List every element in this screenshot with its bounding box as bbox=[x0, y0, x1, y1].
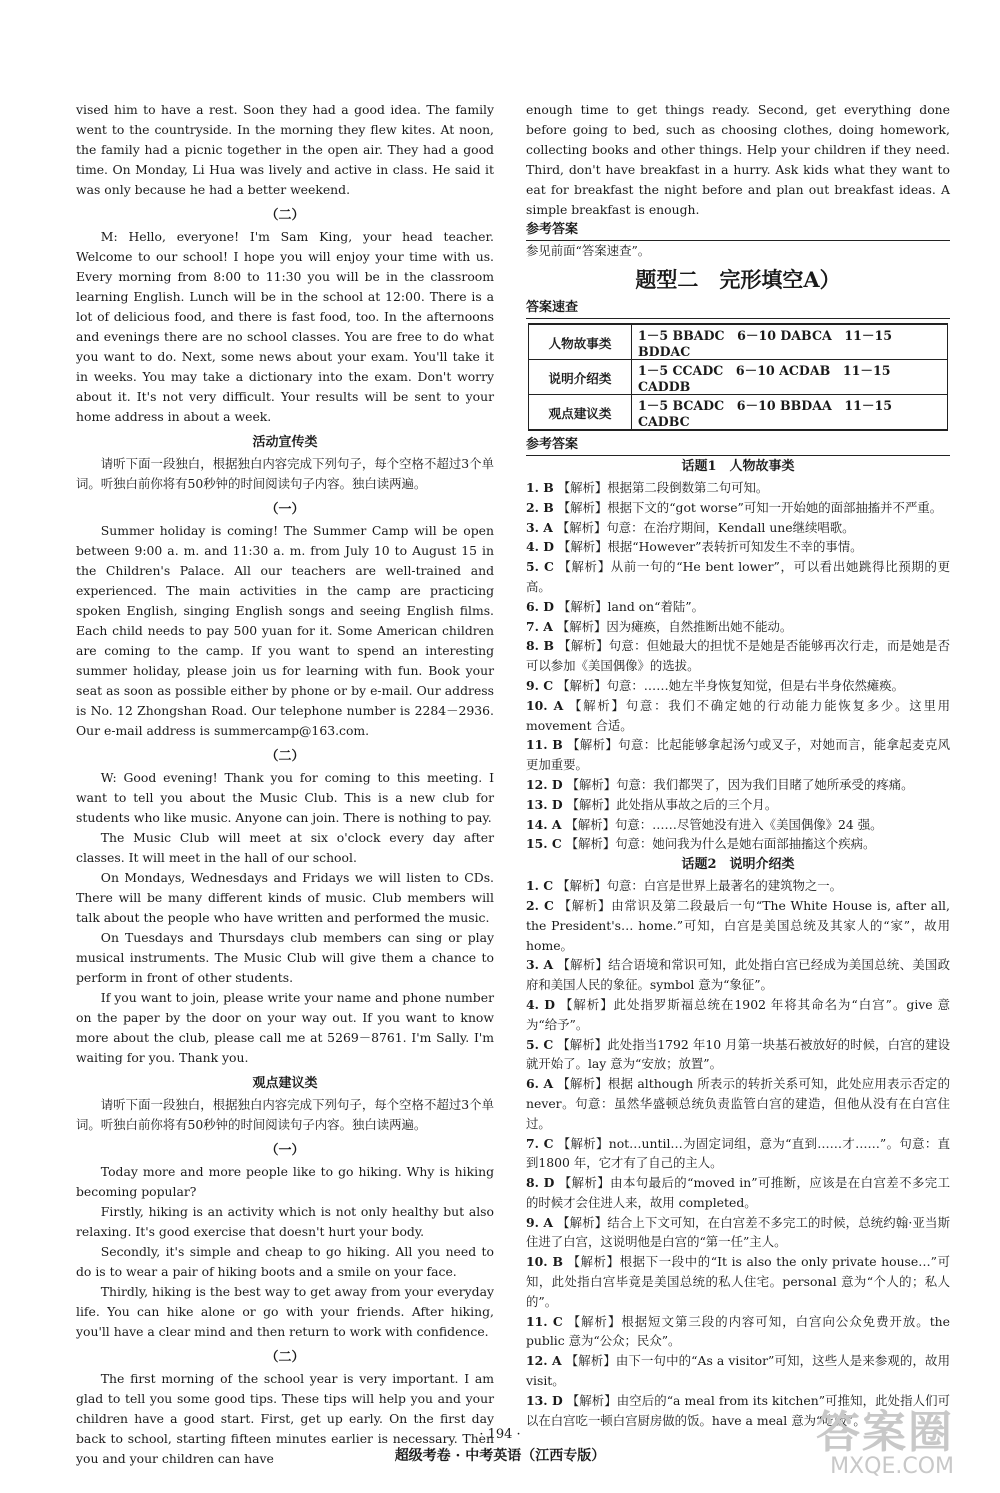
instruction: 请听下面一段独白，根据独白内容完成下列句子，每个空格不超过3个单词。听独白前你将有50秒钟的时间阅读句子内容。独白读两遍。 bbox=[76, 1097, 494, 1132]
quick-answers-label: 答案速查 bbox=[526, 298, 950, 319]
answer-explanation: 【解析】句意：在治疗期间，Kendall une继续唱歌。 bbox=[556, 519, 855, 535]
answer-number: 5. C bbox=[526, 559, 554, 575]
answer-explanation: 【解析】根据“However”表转折可知发生不幸的事情。 bbox=[557, 539, 863, 555]
section-title: 题型二 完形填空A） bbox=[635, 267, 841, 292]
reference-answer-label: 参考答案 bbox=[526, 220, 950, 241]
answer-item bbox=[526, 1134, 950, 1174]
answer-number: 10. B bbox=[526, 1254, 563, 1270]
answer-item bbox=[526, 1312, 950, 1352]
answer-explanation: 【解析】根据第二段倒数第二句可知。 bbox=[557, 480, 769, 495]
answer-number: 4. D bbox=[526, 539, 554, 555]
answer-item bbox=[526, 537, 950, 557]
answer-explanation: 【解析】根据短文第三段的内容可知，白宫向公众免费开放。the public 意为“公众；民众”。 bbox=[526, 1313, 950, 1349]
answer-explanation: 【解析】句意：白宫是世界上最著名的建筑物之一。 bbox=[557, 878, 843, 894]
answer-item bbox=[526, 876, 950, 896]
answer-number: 7. A bbox=[526, 618, 553, 634]
answer-number: 1. C bbox=[526, 878, 554, 894]
answer-explanation: 【解析】结合上下文可知，在白宫差不多完工的时候，总统约翰·亚当斯住进了白宫，这说明他是白宫的“第一任”主人。 bbox=[526, 1214, 950, 1250]
answer-item bbox=[526, 1252, 950, 1311]
answer-explanation: 【解析】此处指从事故之后的三个月。 bbox=[566, 796, 778, 812]
right-column bbox=[526, 100, 950, 1430]
paragraph: Summer holiday is coming! The Summer Camp will be open between 9:00 a. m. and 11:30 a. m. from July 10 to August 15 in the Children's Palace. All our teachers are well-trained and experienced. The main activities in the camp are practicing spoken English, singing English songs and seeing English films. Each child needs to pay 500 yuan for it. Some American children are coming to the camp. If you want to spend an interesting summer holiday, please join us for learning with fun. Book your seat as soon as possible either by phone or by e-mail. Our address is No. 12 Zhongshan Road. Our telephone number is 2284－2936. Our e-mail address is summercamp@163.com. bbox=[76, 523, 494, 738]
answer-item bbox=[526, 518, 950, 538]
answer-item bbox=[526, 696, 950, 736]
answer-number: 10. A bbox=[526, 697, 564, 713]
answer-number: 3. A bbox=[526, 519, 553, 535]
section-heading: （一） bbox=[265, 1143, 305, 1158]
answer-number: 9. A bbox=[526, 1214, 554, 1230]
table-cell-answers: 1－5 CCADC 6－10 ACDAB 11－15 CADDB bbox=[632, 360, 948, 395]
topic-heading: 话题2 说明介绍类 bbox=[681, 857, 795, 873]
answer-item bbox=[526, 636, 950, 676]
answer-explanation: 【解析】由本句最后的“moved in”可推断，应该是在白宫差不多完工的时候才会住进人来，故用 completed。 bbox=[526, 1175, 950, 1210]
answer-explanation: 【解析】由空后的“a meal from its kitchen”可推知，此处指人们可以在白宫吃一顿白宫厨房做的饭。have a meal 意为“吃饭”。 bbox=[526, 1392, 950, 1428]
answer-number: 14. A bbox=[526, 816, 562, 832]
answer-item bbox=[526, 1035, 950, 1075]
paragraph: Secondly, it's simple and cheap to go hiking. All you need to do is to wear a pair of hiking boots and a smile on your face. bbox=[76, 1244, 494, 1279]
answer-explanation: 【解析】句意：但她最大的担忧不是她是否能够再次行走，而是她是否可以参加《美国偶像》的选拔。 bbox=[526, 638, 950, 674]
answer-explanation: 【解析】句意：我们不确定她的行动能力能恢复多少。这里用movement 合适。 bbox=[526, 697, 951, 733]
watermark-sub: MXQE.COM bbox=[830, 1454, 954, 1479]
watermark-main: 答案圈 bbox=[816, 1407, 954, 1458]
answer-item bbox=[526, 775, 950, 795]
section-heading: 观点建议类 bbox=[252, 1076, 318, 1091]
paragraph: Today more and more people like to go hiking. Why is hiking becoming popular? bbox=[76, 1164, 494, 1199]
table-row bbox=[529, 360, 948, 395]
answer-item bbox=[526, 557, 950, 597]
paragraph: W: Good evening! Thank you for coming to this meeting. I want to tell you about the Music Club. This is a new club for students who like music. Anyone can join. There is nothing to pay. bbox=[76, 770, 494, 825]
answer-number: 6. A bbox=[526, 1076, 554, 1092]
answer-item bbox=[526, 955, 950, 995]
paragraph: Firstly, hiking is an activity which is not only healthy but also relaxing. It's good exercise that doesn't hurt your body. bbox=[76, 1204, 494, 1239]
answer-item bbox=[526, 1213, 950, 1253]
answer-explanation: 【解析】根据下一段中的“It is also the only private house…”可知，此处指白宫毕竟是美国总统的私人住宅。personal 意为“个人的；私人的”。 bbox=[526, 1254, 950, 1309]
answer-explanation: 【解析】结合语境和常识可知，此处指白宫已经成为美国总统、美国政府和美国人民的象征。symbol 意为“象征”。 bbox=[526, 957, 950, 993]
answer-item bbox=[526, 1074, 950, 1133]
answer-item bbox=[526, 478, 950, 498]
paragraph: M: Hello, everyone! I'm Sam King, your head teacher. Welcome to our school! I hope you will enjoy your time with us. Every morning from 8:00 to 11:30 you will be in the classroom learning English. Lunch will be in the school at 12:00. There is a lot of delicious food, and there is fast food, too. In the afternoons and evenings there are no school classes. You are free to do what you want to do. Next, some news about your exam. You'll take it in weeks. You may take a dictionary into the exam. Don't worry about it. It's not very difficult. Your results will be sent to your home address in about a week. bbox=[76, 229, 494, 424]
answer-number: 9. C bbox=[526, 677, 554, 693]
paragraph: vised him to have a rest. Soon they had a good idea. The family went to the countryside. In the morning they flew kites. At noon, the family had a picnic together in the open air. They had a good time. On Monday, Li Hua was lively and active in class. He said it was only because he had a better weekend. bbox=[76, 102, 494, 197]
answer-number: 4. D bbox=[526, 996, 556, 1012]
reference-answer-text: 参见前面“答案速查”。 bbox=[526, 243, 651, 258]
answer-number: 12. A bbox=[526, 1353, 562, 1369]
answer-explanation: 【解析】句意：……尽管她没有进入《美国偶像》24 强。 bbox=[565, 816, 883, 832]
book-title: 超级考卷 · 中考英语（江西专版） bbox=[394, 1448, 606, 1464]
watermark-logo bbox=[816, 1407, 954, 1479]
section-heading: （一） bbox=[265, 502, 305, 517]
answer-key-table bbox=[528, 323, 948, 431]
answer-number: 2. B bbox=[526, 499, 554, 515]
answer-number: 1. B bbox=[526, 480, 554, 495]
table-cell-answers: 1－5 BBADC 6－10 DABCA 11－15 BDDAC bbox=[632, 324, 948, 360]
answer-explanation: 【解析】此处指当1792 年10 月第一块基石被放好的时候，白宫的建设就开始了。lay 意为“安放；放置”。 bbox=[526, 1036, 950, 1072]
answer-item bbox=[526, 498, 950, 518]
answer-item bbox=[526, 597, 950, 617]
answer-item bbox=[526, 815, 950, 835]
answer-explanation: 【解析】由常识及第二段最后一句“The White House is, after all, the President's… home.”可知，白宫是美国总统及其家人的“家”，故用 home。 bbox=[526, 897, 950, 953]
paragraph: enough time to get things ready. Second, get everything done before going to bed, such as choosing clothes, doing homework, collecting books and other things. Help your children if they need. Third, don't have breakfast in a hurry. Ask kids what they want to eat for breakfast the night before and plan out breakfast ideas. A simple breakfast is enough. bbox=[526, 102, 950, 217]
answer-number: 3. A bbox=[526, 957, 554, 973]
answer-number: 13. D bbox=[526, 1392, 563, 1408]
section-heading: （二） bbox=[265, 208, 305, 223]
paragraph: On Mondays, Wednesdays and Fridays we will listen to CDs. There will be many different kinds of music. Club members will talk about the people who have written and performed the music. bbox=[76, 870, 494, 925]
answer-item bbox=[526, 617, 950, 637]
answer-number: 7. C bbox=[526, 1135, 554, 1151]
answer-explanation: 【解析】句意：她问我为什么是她右面部抽搐这个疾病。 bbox=[565, 836, 876, 852]
topic-heading: 话题1 人物故事类 bbox=[681, 459, 795, 474]
answer-item bbox=[526, 735, 950, 775]
answer-number: 11. B bbox=[526, 737, 563, 753]
reference-answer-label: 参考答案 bbox=[526, 435, 950, 456]
answer-list bbox=[526, 478, 950, 854]
left-column bbox=[76, 100, 494, 1469]
answer-explanation: 【解析】句意：我们都哭了，因为我们目睹了她所承受的疼痛。 bbox=[566, 776, 914, 792]
answer-explanation: 【解析】not…until…为固定词组，意为“直到……才……”。句意：直到1800 年，它才有了自己的主人。 bbox=[526, 1135, 950, 1171]
answer-item bbox=[526, 995, 950, 1035]
answer-item bbox=[526, 795, 950, 815]
answer-number: 11. C bbox=[526, 1313, 563, 1329]
table-cell-category: 说明介绍类 bbox=[529, 360, 632, 395]
page-number: · 194 · bbox=[479, 1427, 521, 1442]
table-row bbox=[529, 395, 948, 431]
paragraph: The Music Club will meet at six o'clock every day after classes. It will meet in the hall of our school. bbox=[76, 830, 494, 865]
answer-explanation: 【解析】根据 although 所表示的转折关系可知，此处应用表示否定的 never。句意：虽然华盛顿总统负责监管白宫的建造，但他从没有在白宫住过。 bbox=[526, 1076, 950, 1131]
answer-number: 8. B bbox=[526, 638, 554, 654]
answer-number: 5. C bbox=[526, 1036, 554, 1052]
table-cell-category: 观点建议类 bbox=[529, 395, 632, 431]
answer-explanation: 【解析】此处指罗斯福总统在1902 年将其命名为“白宫”。give 意为“给予”。 bbox=[526, 996, 950, 1032]
answer-number: 8. D bbox=[526, 1175, 555, 1191]
answer-number: 12. D bbox=[526, 776, 563, 792]
answer-item bbox=[526, 1351, 950, 1391]
answer-explanation: 【解析】因为瘫痪，自然推断出她不能动。 bbox=[556, 618, 793, 634]
answer-item bbox=[526, 896, 950, 955]
instruction: 请听下面一段独白，根据独白内容完成下列句子，每个空格不超过3个单词。听独白前你将有50秒钟的时间阅读句子内容。独白读两遍。 bbox=[76, 456, 494, 491]
section-heading: （二） bbox=[265, 749, 305, 764]
paragraph: On Tuesdays and Thursdays club members can sing or play musical instruments. The Music Club will give them a chance to perform in front of other students. bbox=[76, 930, 494, 985]
paragraph: Thirdly, hiking is the best way to get away from your everyday life. You can hike alone or go with your friends. After hiking, you'll have a clear mind and then return to work with confidence. bbox=[76, 1284, 494, 1339]
answer-explanation: 【解析】由下一句中的“As a visitor”可知，这些人是来参观的，故用 visit。 bbox=[526, 1353, 950, 1389]
answer-number: 15. C bbox=[526, 836, 562, 852]
answer-explanation: 【解析】根据下文的“got worse”可知一开始她的面部抽搐并不严重。 bbox=[557, 499, 943, 515]
answer-item bbox=[526, 1173, 950, 1213]
section-heading: 活动宣传类 bbox=[252, 435, 318, 450]
paragraph: The first morning of the school year is very important. I am glad to tell you some good tips. These tips will help you and your children have a good start. First, get up early. On the first day back to school, starting fifteen minutes earlier is necessary. Then you and your children can have bbox=[76, 1371, 494, 1466]
paragraph: If you want to join, please write your name and phone number on the paper by the door on your way out. If you want to know more about the club, please call me at 5269－8761. I'm Sally. I'm waiting for you. Thank you. bbox=[76, 990, 494, 1065]
answer-explanation: 【解析】land on“着陆”。 bbox=[557, 598, 704, 614]
answer-number: 13. D bbox=[526, 796, 563, 812]
table-row bbox=[529, 324, 948, 360]
answer-list bbox=[526, 876, 950, 1430]
answer-item bbox=[526, 834, 950, 854]
answer-item bbox=[526, 676, 950, 696]
answer-explanation: 【解析】从前一句的“He bent lower”，可以看出她跳得比预期的更高。 bbox=[526, 559, 950, 594]
answer-number: 2. C bbox=[526, 897, 554, 913]
table-cell-category: 人物故事类 bbox=[529, 324, 632, 360]
answer-number: 6. D bbox=[526, 598, 554, 614]
answer-explanation: 【解析】句意：……她左半身恢复知觉，但是右半身依然瘫痪。 bbox=[557, 677, 905, 693]
table-cell-answers: 1－5 BCADC 6－10 BBDAA 11－15 CADBC bbox=[632, 395, 948, 431]
answer-explanation: 【解析】句意：比起能够拿起汤勺或叉子，对她而言，能拿起麦克风更加重要。 bbox=[526, 737, 950, 773]
section-heading: （二） bbox=[265, 1350, 305, 1365]
